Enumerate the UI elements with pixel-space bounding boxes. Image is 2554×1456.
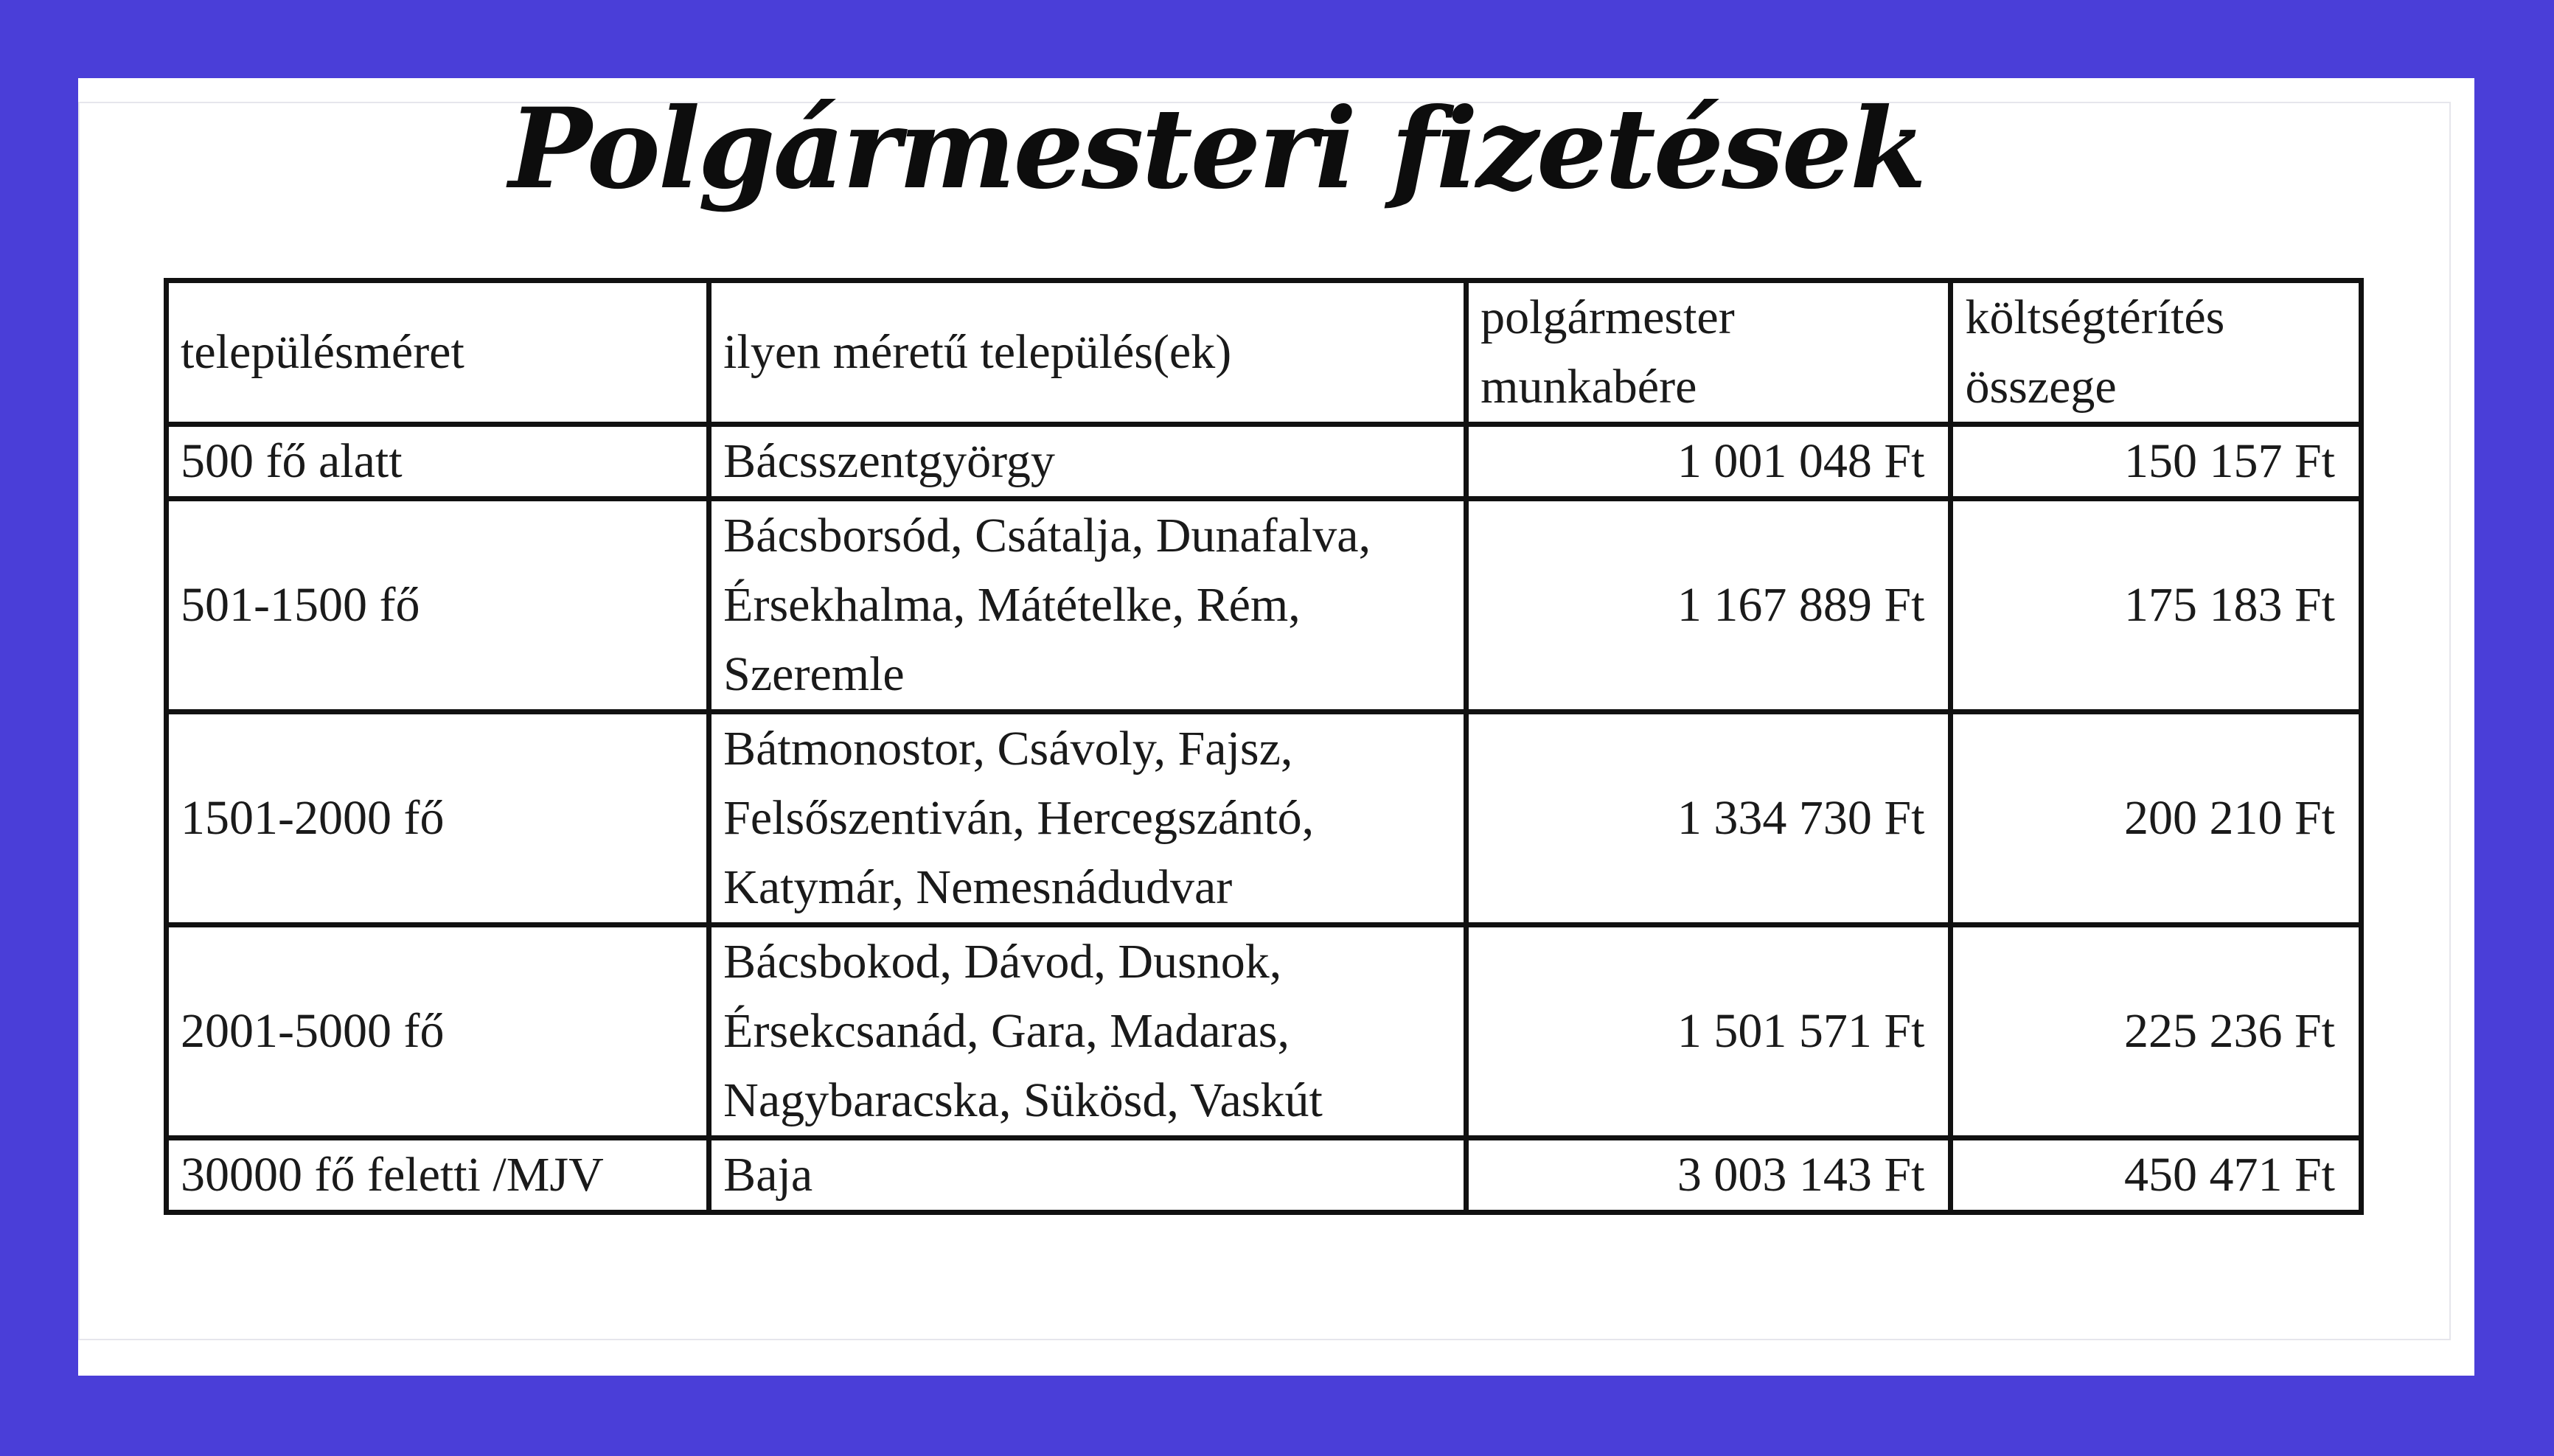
table-row: [167, 499, 2362, 712]
table-row: [167, 425, 2362, 499]
cell-salary: 3 003 143 Ft: [1466, 1138, 1951, 1213]
cell-salary: 1 334 730 Ft: [1466, 712, 1951, 925]
header-settlements: ilyen méretű település(ek): [709, 281, 1466, 425]
cell-size: 1501-2000 fő: [167, 712, 709, 925]
table-row: [167, 1138, 2362, 1213]
header-allowance: költségtérítés összege: [1951, 281, 2362, 425]
cell-salary: 1 501 571 Ft: [1466, 925, 1951, 1138]
header-mayor-salary: polgármester munkabére: [1466, 281, 1951, 425]
cell-size: 2001-5000 fő: [167, 925, 709, 1138]
table-row: [167, 925, 2362, 1138]
cell-allowance: 200 210 Ft: [1951, 712, 2362, 925]
cell-allowance: 450 471 Ft: [1951, 1138, 2362, 1213]
page-title: Polgármesteri fizetések: [508, 84, 1925, 214]
cell-towns: Bátmonostor, Csávoly, Fajsz, Felsőszentiván, Hercegszántó, Katymár, Nemesnádudvar: [709, 712, 1466, 925]
cell-allowance: 150 157 Ft: [1951, 425, 2362, 499]
cell-towns: Bácsborsód, Csátalja, Dunafalva, Érsekhalma, Mátételke, Rém, Szeremle: [709, 499, 1466, 712]
header-settlement-size: településméret: [167, 281, 709, 425]
table-row: [167, 712, 2362, 925]
salary-table: [164, 278, 2364, 1215]
cell-towns: Bácsszentgyörgy: [709, 425, 1466, 499]
cell-towns: Bácsbokod, Dávod, Dusnok, Érsekcsanád, Gara, Madaras, Nagybaracska, Sükösd, Vaskút: [709, 925, 1466, 1138]
cell-towns: Baja: [709, 1138, 1466, 1213]
cell-size: 500 fő alatt: [167, 425, 709, 499]
cell-size: 30000 fő feletti /MJV: [167, 1138, 709, 1213]
table-header-row: [167, 281, 2362, 425]
cell-salary: 1 167 889 Ft: [1466, 499, 1951, 712]
cell-size: 501-1500 fő: [167, 499, 709, 712]
cell-salary: 1 001 048 Ft: [1466, 425, 1951, 499]
cell-allowance: 175 183 Ft: [1951, 499, 2362, 712]
cell-allowance: 225 236 Ft: [1951, 925, 2362, 1138]
